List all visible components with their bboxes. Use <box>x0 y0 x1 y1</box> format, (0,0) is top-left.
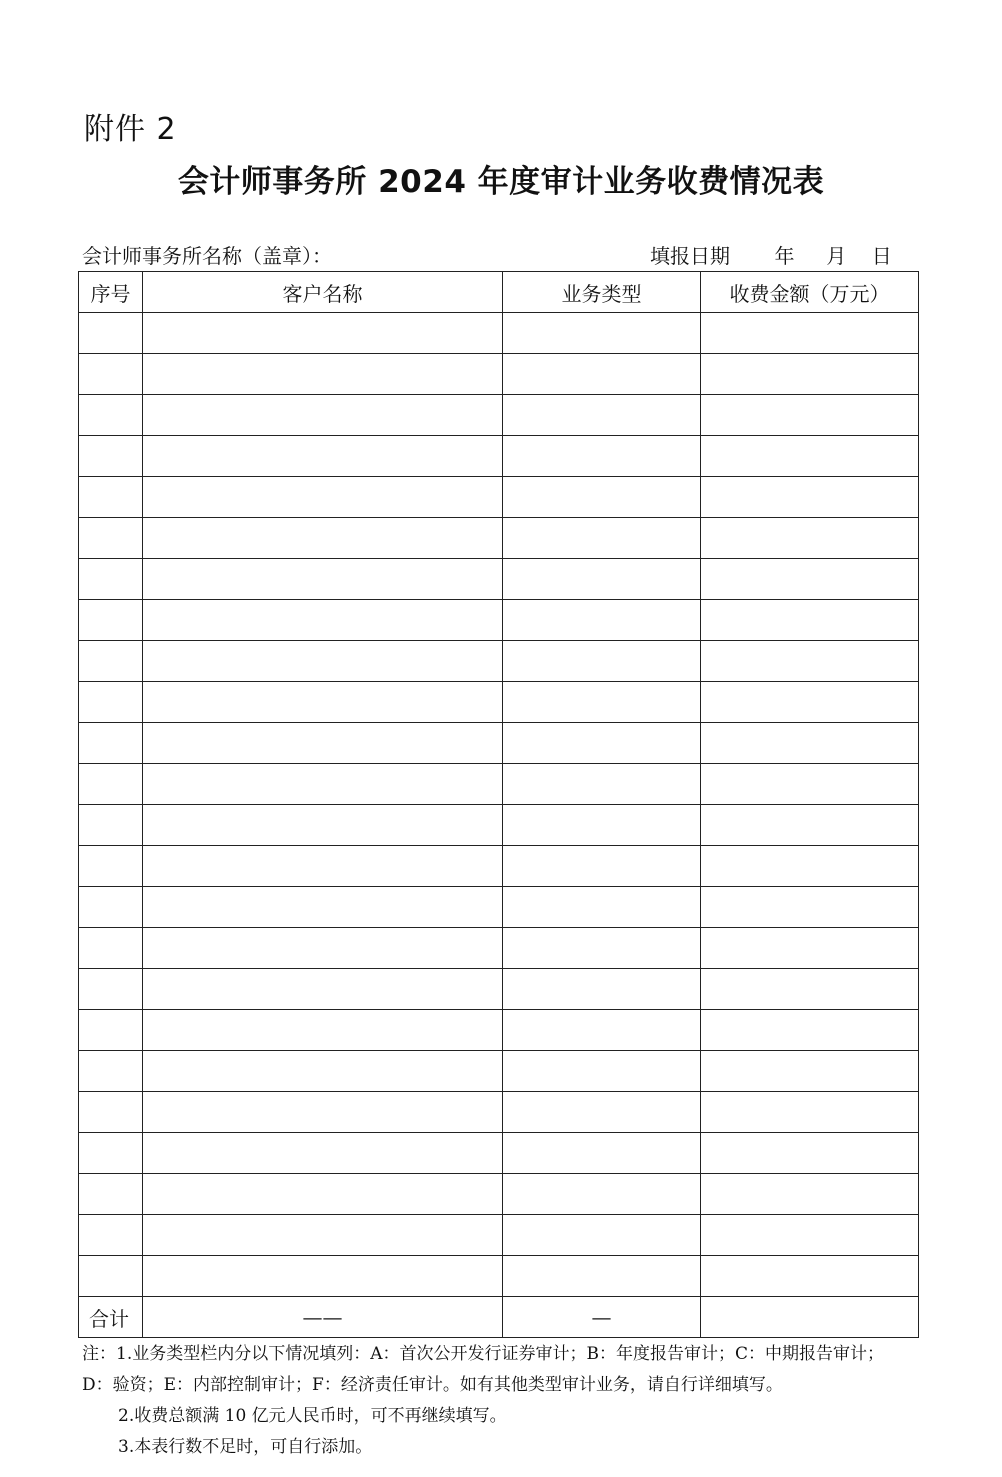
client-name-cell[interactable] <box>143 600 503 641</box>
business-type-cell[interactable] <box>503 1051 701 1092</box>
client-name-cell[interactable] <box>143 395 503 436</box>
seq-cell[interactable] <box>79 559 143 600</box>
table-row <box>79 846 919 887</box>
business-type-cell[interactable] <box>503 764 701 805</box>
fee-amount-cell[interactable] <box>701 1256 919 1297</box>
fee-amount-cell[interactable] <box>701 723 919 764</box>
business-type-cell[interactable] <box>503 1215 701 1256</box>
client-name-cell[interactable] <box>143 1133 503 1174</box>
fill-date-label: 填报日期 年 月 日 <box>650 244 892 268</box>
client-name-cell[interactable] <box>143 969 503 1010</box>
client-name-cell[interactable] <box>143 764 503 805</box>
client-name-cell[interactable] <box>143 641 503 682</box>
table-row <box>79 354 919 395</box>
seq-cell[interactable] <box>79 1133 143 1174</box>
total-type-dash: — <box>503 1297 701 1338</box>
fee-amount-cell[interactable] <box>701 682 919 723</box>
fee-amount-cell[interactable] <box>701 1174 919 1215</box>
business-type-cell[interactable] <box>503 1092 701 1133</box>
business-type-cell[interactable] <box>503 559 701 600</box>
firm-name-label: 会计师事务所名称（盖章）： <box>82 244 332 268</box>
business-type-cell[interactable] <box>503 1133 701 1174</box>
business-type-cell[interactable] <box>503 600 701 641</box>
attachment-label: 附件 2 <box>84 112 177 147</box>
client-name-cell[interactable] <box>143 682 503 723</box>
business-type-cell[interactable] <box>503 477 701 518</box>
fee-amount-cell[interactable] <box>701 764 919 805</box>
fee-amount-cell[interactable] <box>701 846 919 887</box>
total-label: 合计 <box>79 1297 143 1338</box>
business-type-cell[interactable] <box>503 436 701 477</box>
fee-amount-cell[interactable] <box>701 1133 919 1174</box>
fee-amount-cell[interactable] <box>701 600 919 641</box>
business-type-cell[interactable] <box>503 887 701 928</box>
fee-amount-cell[interactable] <box>701 1092 919 1133</box>
table-row <box>79 682 919 723</box>
business-type-cell[interactable] <box>503 723 701 764</box>
fee-amount-cell[interactable] <box>701 477 919 518</box>
business-type-cell[interactable] <box>503 928 701 969</box>
fee-amount-cell[interactable] <box>701 559 919 600</box>
seq-cell[interactable] <box>79 477 143 518</box>
fee-amount-cell[interactable] <box>701 969 919 1010</box>
client-name-cell[interactable] <box>143 1010 503 1051</box>
business-type-cell[interactable] <box>503 969 701 1010</box>
client-name-cell[interactable] <box>143 354 503 395</box>
client-name-cell[interactable] <box>143 436 503 477</box>
page-title: 会计师事务所 2024 年度审计业务收费情况表 <box>177 164 825 200</box>
fee-amount-cell[interactable] <box>701 928 919 969</box>
fee-amount-cell[interactable] <box>701 1051 919 1092</box>
business-type-cell[interactable] <box>503 313 701 354</box>
business-type-cell[interactable] <box>503 1256 701 1297</box>
fee-amount-cell[interactable] <box>701 1010 919 1051</box>
table-row <box>79 518 919 559</box>
note-line-3: 2.收费总额满 10 亿元人民币时，可不再继续填写。 <box>118 1406 507 1426</box>
fee-amount-cell[interactable] <box>701 395 919 436</box>
seq-cell[interactable] <box>79 1010 143 1051</box>
seq-cell[interactable] <box>79 1051 143 1092</box>
seq-cell[interactable] <box>79 395 143 436</box>
total-fee-cell[interactable] <box>701 1297 919 1338</box>
table-row <box>79 928 919 969</box>
table-row <box>79 1010 919 1051</box>
seq-cell[interactable] <box>79 846 143 887</box>
business-type-cell[interactable] <box>503 1010 701 1051</box>
table-row <box>79 805 919 846</box>
business-type-cell[interactable] <box>503 682 701 723</box>
header-fee-amount: 收费金额（万元） <box>701 272 919 313</box>
seq-cell[interactable] <box>79 354 143 395</box>
seq-cell[interactable] <box>79 723 143 764</box>
client-name-cell[interactable] <box>143 723 503 764</box>
table-row <box>79 477 919 518</box>
fee-amount-cell[interactable] <box>701 436 919 477</box>
note-line-4: 3.本表行数不足时，可自行添加。 <box>118 1437 373 1457</box>
business-type-cell[interactable] <box>503 354 701 395</box>
table-row <box>79 436 919 477</box>
table-row <box>79 1092 919 1133</box>
client-name-cell[interactable] <box>143 1215 503 1256</box>
total-client-dash: —— <box>143 1297 503 1338</box>
fee-amount-cell[interactable] <box>701 1215 919 1256</box>
client-name-cell[interactable] <box>143 313 503 354</box>
table-row <box>79 1133 919 1174</box>
table-row <box>79 1215 919 1256</box>
seq-cell[interactable] <box>79 1174 143 1215</box>
client-name-cell[interactable] <box>143 805 503 846</box>
note-line-1: 注：1.业务类型栏内分以下情况填列：A：首次公开发行证券审计；B：年度报告审计；C：中期报告审计； <box>82 1344 884 1364</box>
seq-cell[interactable] <box>79 764 143 805</box>
table-row <box>79 1051 919 1092</box>
fee-amount-cell[interactable] <box>701 354 919 395</box>
fee-amount-cell[interactable] <box>701 805 919 846</box>
client-name-cell[interactable] <box>143 1174 503 1215</box>
header-client-name: 客户名称 <box>143 272 503 313</box>
header-business-type: 业务类型 <box>503 272 701 313</box>
seq-cell[interactable] <box>79 928 143 969</box>
seq-cell[interactable] <box>79 1256 143 1297</box>
fee-amount-cell[interactable] <box>701 887 919 928</box>
business-type-cell[interactable] <box>503 395 701 436</box>
client-name-cell[interactable] <box>143 1092 503 1133</box>
client-name-cell[interactable] <box>143 1256 503 1297</box>
table-row <box>79 641 919 682</box>
seq-cell[interactable] <box>79 1215 143 1256</box>
note-line-2: D：验资；E：内部控制审计；F：经济责任审计。如有其他类型审计业务，请自行详细填写。 <box>82 1375 783 1395</box>
seq-cell[interactable] <box>79 805 143 846</box>
total-row <box>79 1297 919 1338</box>
business-type-cell[interactable] <box>503 805 701 846</box>
seq-cell[interactable] <box>79 682 143 723</box>
seq-cell[interactable] <box>79 641 143 682</box>
table-row <box>79 969 919 1010</box>
table-row <box>79 313 919 354</box>
client-name-cell[interactable] <box>143 559 503 600</box>
client-name-cell[interactable] <box>143 887 503 928</box>
table-row <box>79 1256 919 1297</box>
seq-cell[interactable] <box>79 1092 143 1133</box>
client-name-cell[interactable] <box>143 477 503 518</box>
client-name-cell[interactable] <box>143 846 503 887</box>
table-row <box>79 559 919 600</box>
client-name-cell[interactable] <box>143 928 503 969</box>
table-row <box>79 764 919 805</box>
business-type-cell[interactable] <box>503 1174 701 1215</box>
notes-section <box>82 1339 920 1463</box>
fee-table <box>78 271 919 1338</box>
table-row <box>79 395 919 436</box>
header-seq: 序号 <box>79 272 143 313</box>
table-header-row <box>79 272 919 313</box>
client-name-cell[interactable] <box>143 1051 503 1092</box>
client-name-cell[interactable] <box>143 518 503 559</box>
fee-amount-cell[interactable] <box>701 641 919 682</box>
table-row <box>79 1174 919 1215</box>
table-row <box>79 723 919 764</box>
table-row <box>79 600 919 641</box>
fee-amount-cell[interactable] <box>701 313 919 354</box>
business-type-cell[interactable] <box>503 641 701 682</box>
seq-cell[interactable] <box>79 887 143 928</box>
fee-amount-cell[interactable] <box>701 518 919 559</box>
business-type-cell[interactable] <box>503 518 701 559</box>
seq-cell[interactable] <box>79 436 143 477</box>
seq-cell[interactable] <box>79 600 143 641</box>
seq-cell[interactable] <box>79 313 143 354</box>
seq-cell[interactable] <box>79 969 143 1010</box>
table-body <box>79 313 919 1297</box>
seq-cell[interactable] <box>79 518 143 559</box>
table-row <box>79 887 919 928</box>
business-type-cell[interactable] <box>503 846 701 887</box>
